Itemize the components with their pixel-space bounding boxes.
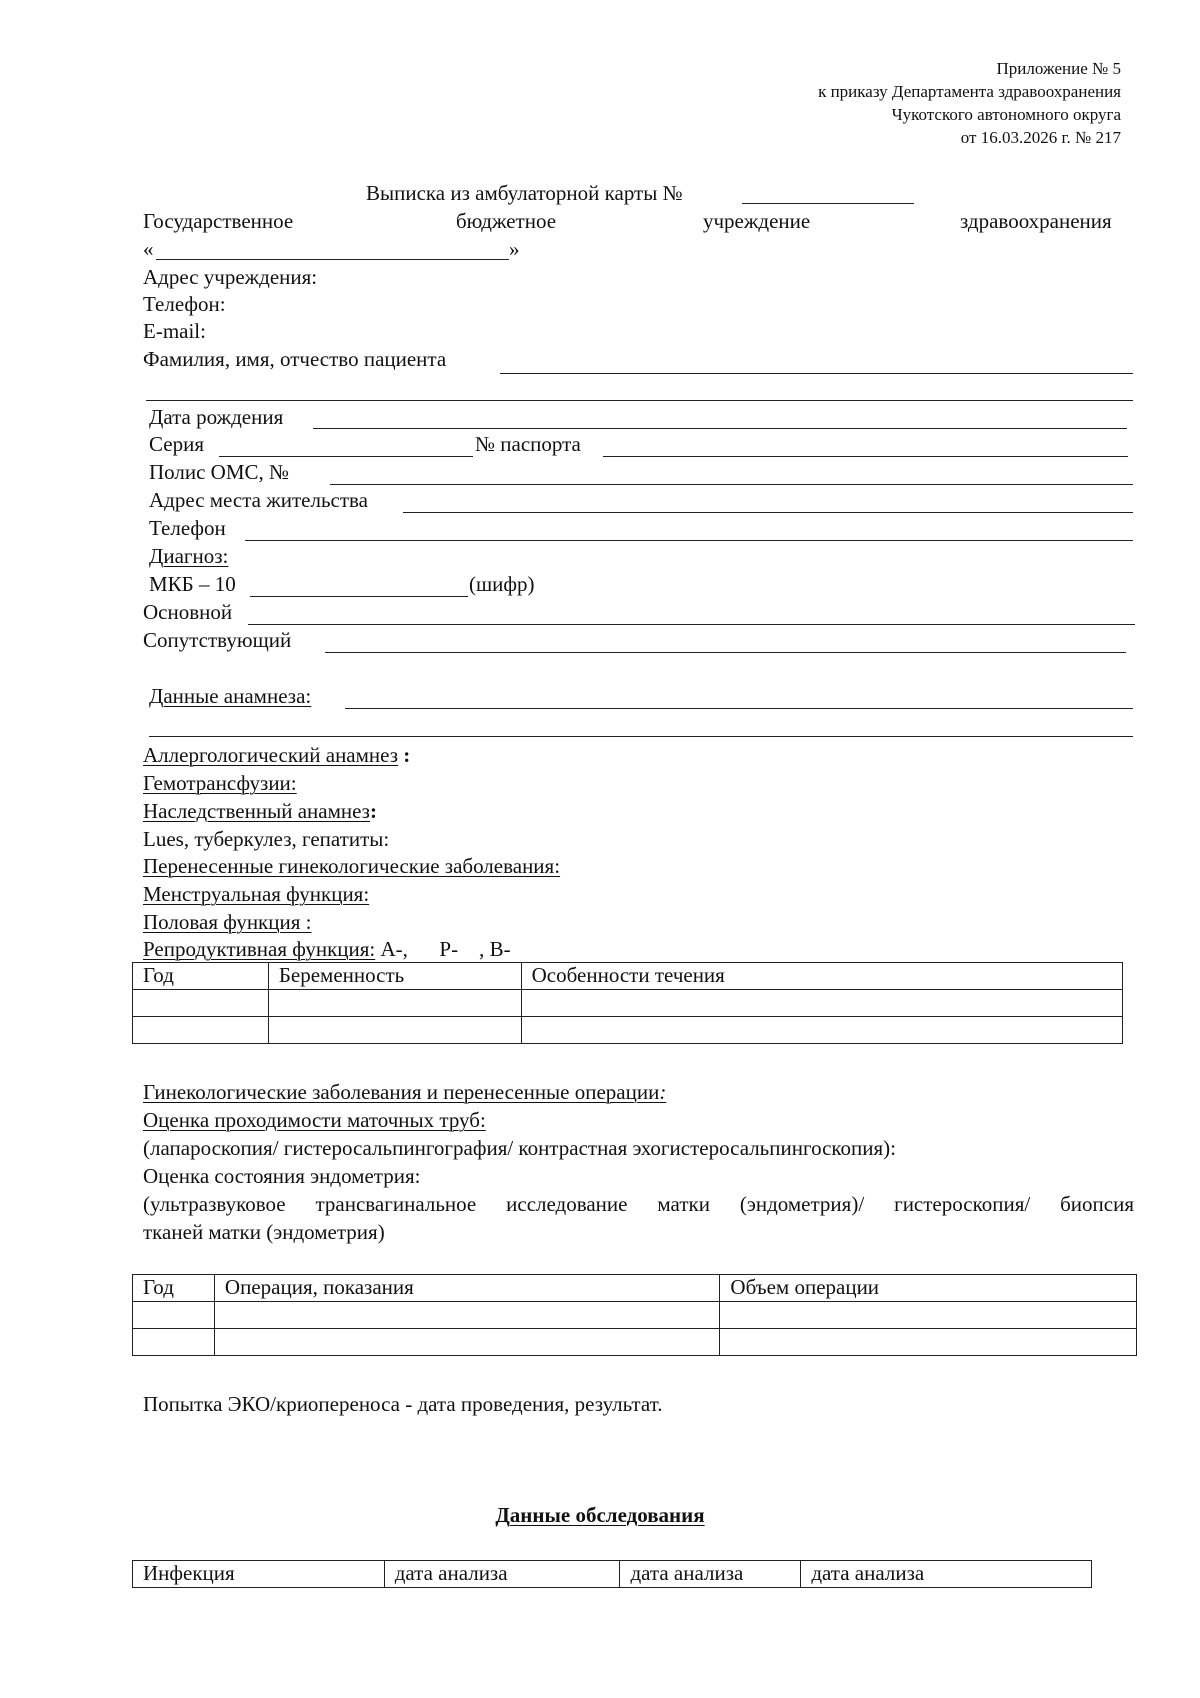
table-row xyxy=(133,1302,1137,1329)
table-cell[interactable] xyxy=(133,1302,215,1329)
oms-label: Полис ОМС, № xyxy=(149,460,290,484)
operations-table xyxy=(132,1274,1137,1356)
table-row xyxy=(133,963,1123,990)
card-number-field[interactable] xyxy=(742,203,914,204)
header-pregnancy: Беременность xyxy=(268,963,521,990)
past-gyn-diseases-label: Перенесенные гинекологические заболевания: xyxy=(143,854,561,878)
table-cell[interactable] xyxy=(720,1329,1137,1356)
header-year: Год xyxy=(133,1275,215,1302)
institution-word-2: бюджетное xyxy=(456,209,557,233)
institution-phone-label: Телефон: xyxy=(143,292,226,316)
residence-address-label: Адрес места жительства xyxy=(149,488,368,512)
header-analysis-date-2: дата анализа xyxy=(620,1561,801,1588)
document-title: Выписка из амбулаторной карты № xyxy=(366,181,683,205)
table-row xyxy=(133,1275,1137,1302)
header-operation-indications: Операция, показания xyxy=(214,1275,719,1302)
patient-fio-field-continued[interactable] xyxy=(146,400,1133,401)
series-field[interactable] xyxy=(219,456,473,457)
tubal-patency-label: Оценка проходимости маточных труб: xyxy=(143,1108,486,1132)
institution-word-4: здравоохранения xyxy=(960,209,1112,233)
table-cell[interactable] xyxy=(133,1329,215,1356)
table-row xyxy=(133,1017,1123,1044)
quote-open: « xyxy=(143,237,154,261)
concomitant-diagnosis-field[interactable] xyxy=(325,652,1126,653)
mkb-code-field[interactable] xyxy=(250,596,468,597)
order-region: Чукотского автономного округа xyxy=(891,105,1121,124)
allergo-anamnesis-row xyxy=(143,742,410,768)
quote-close: » xyxy=(509,237,520,261)
hereditary-anamnesis-label: Наследственный анамнез xyxy=(143,799,370,823)
institution-name-field[interactable] xyxy=(156,259,509,260)
allergo-anamnesis-label: Аллергологический анамнез xyxy=(143,743,399,767)
gyn-diseases-colon: : xyxy=(659,1080,667,1104)
table-cell[interactable] xyxy=(521,1017,1122,1044)
pregnancy-table xyxy=(132,962,1123,1044)
institution-email-label: E-mail: xyxy=(143,319,206,343)
header-analysis-date-1: дата анализа xyxy=(384,1561,620,1588)
header-analysis-date-3: дата анализа xyxy=(801,1561,1092,1588)
allergo-anamnesis-colon: : xyxy=(398,743,411,767)
patient-fio-label: Фамилия, имя, отчество пациента xyxy=(143,347,447,371)
institution-word-1: Государственное xyxy=(143,209,294,233)
birth-date-label: Дата рождения xyxy=(149,405,284,429)
table-cell[interactable] xyxy=(521,990,1122,1017)
gyn-diseases-row xyxy=(143,1079,666,1105)
sexual-function-label: Половая функция : xyxy=(143,910,312,934)
appendix-number: Приложение № 5 xyxy=(996,59,1121,78)
tubal-patency-methods: (лапароскопия/ гистеросальпингография/ контрастная эхогистеросальпингоскопия): xyxy=(143,1136,897,1160)
main-diagnosis-field[interactable] xyxy=(248,624,1135,625)
table-cell[interactable] xyxy=(214,1329,719,1356)
anamnesis-data-field[interactable] xyxy=(345,708,1133,709)
ivf-attempt-label: Попытка ЭКО/криопереноса - дата проведения, результат. xyxy=(143,1392,663,1416)
exam-section-title-text: Данные обследования xyxy=(495,1503,705,1527)
hereditary-anamnesis-row xyxy=(143,798,377,824)
passport-label: № паспорта xyxy=(475,432,581,456)
oms-field[interactable] xyxy=(330,484,1133,485)
table-cell[interactable] xyxy=(268,990,521,1017)
institution-word-3: учреждение xyxy=(703,209,811,233)
menstrual-function-label: Менструальная функция: xyxy=(143,882,370,906)
residence-address-field[interactable] xyxy=(403,512,1133,513)
reproductive-function-row xyxy=(143,936,511,962)
passport-field[interactable] xyxy=(603,456,1128,457)
order-reference: к приказу Департамента здравоохранения xyxy=(818,82,1121,101)
infection-table xyxy=(132,1560,1092,1588)
table-row xyxy=(133,1329,1137,1356)
exam-section-title xyxy=(0,1502,1200,1528)
hemotransfusion-label: Гемотрансфузии: xyxy=(143,771,297,795)
anamnesis-data-label: Данные анамнеза: xyxy=(149,684,312,708)
series-label: Серия xyxy=(149,432,204,456)
mkb-label: МКБ – 10 xyxy=(149,572,236,596)
header-course-features: Особенности течения xyxy=(521,963,1122,990)
lues-tb-hepatitis-label: Lues, туберкулез, гепатиты: xyxy=(143,827,390,851)
birth-date-field[interactable] xyxy=(313,428,1127,429)
table-cell[interactable] xyxy=(720,1302,1137,1329)
table-cell[interactable] xyxy=(133,1017,269,1044)
endometrium-methods-line1: (ультразвуковое трансвагинальное исследование матки (эндометрия)/ гистероскопия/ биопсия xyxy=(143,1192,1134,1216)
endometrium-label: Оценка состояния эндометрия: xyxy=(143,1164,421,1188)
table-cell[interactable] xyxy=(133,990,269,1017)
order-date: от 16.03.2026 г. № 217 xyxy=(960,128,1121,147)
patient-phone-field[interactable] xyxy=(245,540,1133,541)
diagnosis-label: Диагноз: xyxy=(149,544,229,568)
table-row xyxy=(133,990,1123,1017)
table-row xyxy=(133,1561,1092,1588)
mkb-cipher-label: (шифр) xyxy=(469,572,535,596)
concomitant-diagnosis-label: Сопутствующий xyxy=(143,628,292,652)
anamnesis-data-field-continued[interactable] xyxy=(149,736,1133,737)
reproductive-function-values: А-, Р- , В- xyxy=(375,937,511,961)
gyn-diseases-label: Гинекологические заболевания и перенесенные операции xyxy=(143,1080,660,1104)
table-cell[interactable] xyxy=(214,1302,719,1329)
patient-phone-label: Телефон xyxy=(149,516,226,540)
endometrium-methods-line2: тканей матки (эндометрия) xyxy=(143,1220,385,1244)
patient-fio-field[interactable] xyxy=(500,373,1133,374)
institution-address-label: Адрес учреждения: xyxy=(143,265,318,289)
header-year: Год xyxy=(133,963,269,990)
hereditary-anamnesis-colon: : xyxy=(369,799,377,823)
header-infection: Инфекция xyxy=(133,1561,385,1588)
header-operation-volume: Объем операции xyxy=(720,1275,1137,1302)
main-diagnosis-label: Основной xyxy=(143,600,233,624)
table-cell[interactable] xyxy=(268,1017,521,1044)
reproductive-function-label: Репродуктивная функция: xyxy=(143,937,376,961)
